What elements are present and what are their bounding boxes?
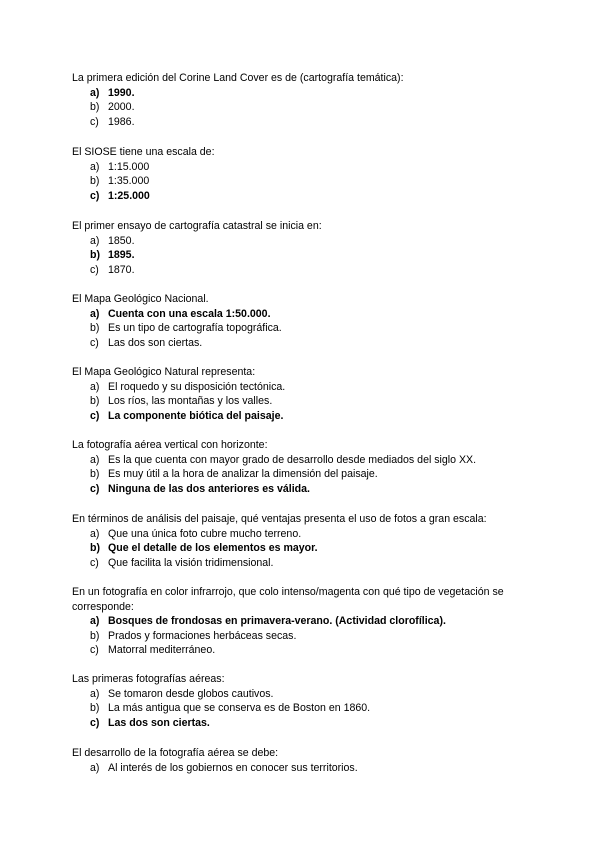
option-text: 1895. <box>108 249 135 262</box>
option-letter: a) <box>90 687 100 700</box>
answer-option <box>72 467 542 482</box>
answer-option <box>72 86 542 101</box>
question-text: La primera edición del Corine Land Cover es de (cartografía temática): <box>72 72 404 84</box>
answer-options <box>72 453 542 497</box>
option-letter: b) <box>90 702 100 715</box>
answer-options <box>72 160 542 204</box>
answer-options <box>72 687 542 731</box>
answer-option <box>72 234 542 249</box>
option-text: 1:35.000 <box>108 175 150 188</box>
option-letter: a) <box>90 234 100 247</box>
option-text: 1990. <box>108 86 135 99</box>
answer-option <box>72 100 542 115</box>
option-text: Que el detalle de los elementos es mayor. <box>108 542 318 555</box>
answer-option <box>72 336 542 351</box>
question-text: Las primeras fotografías aéreas: <box>72 673 225 685</box>
answer-option <box>72 394 542 409</box>
answer-option <box>72 189 542 204</box>
option-text: Cuenta con una escala 1:50.000. <box>108 307 271 320</box>
option-text: Es muy útil a la hora de analizar la dimensión del paisaje. <box>108 468 378 481</box>
option-letter: c) <box>90 189 100 202</box>
option-text: Los ríos, las montañas y los valles. <box>108 395 273 408</box>
answer-options <box>72 234 542 278</box>
answer-option <box>72 380 542 395</box>
option-letter: b) <box>90 175 100 188</box>
question-3 <box>72 219 542 277</box>
option-letter: b) <box>90 542 100 555</box>
option-text: Matorral mediterráneo. <box>108 644 216 657</box>
answer-option <box>72 174 542 189</box>
option-text: Que facilita la visión tridimensional. <box>108 556 274 569</box>
question-1 <box>72 71 542 129</box>
answer-option <box>72 409 542 424</box>
question-text: En términos de análisis del paisaje, qué ventajas presenta el uso de fotos a gran escala: <box>72 513 487 525</box>
answer-option <box>72 701 542 716</box>
option-text: Las dos son ciertas. <box>108 716 210 729</box>
option-letter: c) <box>90 556 99 569</box>
question-4 <box>72 292 542 350</box>
answer-option <box>72 160 542 175</box>
option-text: 1870. <box>108 263 135 276</box>
option-text: Se tomaron desde globos cautivos. <box>108 687 274 700</box>
question-text: El SIOSE tiene una escala de: <box>72 146 215 158</box>
question-9 <box>72 672 542 730</box>
answer-option <box>72 541 542 556</box>
option-letter: b) <box>90 468 100 481</box>
answer-option <box>72 614 542 629</box>
answer-options <box>72 307 542 351</box>
option-text: 1850. <box>108 234 135 247</box>
question-text: El primer ensayo de cartografía catastral se inicia en: <box>72 220 322 232</box>
question-2 <box>72 145 542 203</box>
question-8 <box>72 585 542 658</box>
answer-options <box>72 380 542 424</box>
option-letter: a) <box>90 160 100 173</box>
option-letter: c) <box>90 644 99 657</box>
answer-options <box>72 527 542 571</box>
option-letter: a) <box>90 453 100 466</box>
answer-option <box>72 527 542 542</box>
option-letter: c) <box>90 482 100 495</box>
answer-option <box>72 556 542 571</box>
answer-options <box>72 86 542 130</box>
question-text: En un fotografía en color infrarrojo, que colo intenso/magenta con qué tipo de vegetación se corresponde: <box>72 586 504 613</box>
option-letter: b) <box>90 322 100 335</box>
option-text: 2000. <box>108 101 135 114</box>
answer-options <box>72 761 542 776</box>
option-text: La componente biótica del paisaje. <box>108 409 284 422</box>
option-text: 1986. <box>108 115 135 128</box>
option-text: La más antigua que se conserva es de Boston en 1860. <box>108 702 371 715</box>
answer-option <box>72 248 542 263</box>
answer-option <box>72 307 542 322</box>
answer-options <box>72 614 542 658</box>
option-text: 1:25.000 <box>108 189 150 202</box>
option-letter: a) <box>90 86 100 99</box>
option-text: Bosques de frondosas en primavera-verano. (Actividad clorofílica). <box>108 615 446 628</box>
option-text: Al interés de los gobiernos en conocer sus territorios. <box>108 761 358 774</box>
option-letter: c) <box>90 409 100 422</box>
question-6 <box>72 438 542 496</box>
option-letter: b) <box>90 249 100 262</box>
answer-option <box>72 263 542 278</box>
question-text: El desarrollo de la fotografía aérea se debe: <box>72 747 279 759</box>
question-5 <box>72 365 542 423</box>
option-letter: a) <box>90 615 100 628</box>
answer-option <box>72 453 542 468</box>
answer-option <box>72 716 542 731</box>
answer-option <box>72 629 542 644</box>
option-text: Ninguna de las dos anteriores es válida. <box>108 482 310 495</box>
option-text: Es la que cuenta con mayor grado de desarrollo desde mediados del siglo XX. <box>108 453 477 466</box>
question-7 <box>72 512 542 570</box>
option-letter: b) <box>90 101 100 114</box>
option-letter: b) <box>90 629 100 642</box>
answer-option <box>72 687 542 702</box>
option-text: Prados y formaciones herbáceas secas. <box>108 629 297 642</box>
answer-option <box>72 115 542 130</box>
question-10 <box>72 746 542 775</box>
answer-option <box>72 482 542 497</box>
option-letter: c) <box>90 716 100 729</box>
option-letter: a) <box>90 761 100 774</box>
option-letter: b) <box>90 395 100 408</box>
option-text: Que una única foto cubre mucho terreno. <box>108 527 302 540</box>
option-letter: c) <box>90 263 99 276</box>
option-text: Es un tipo de cartografía topográfica. <box>108 322 282 335</box>
option-letter: a) <box>90 380 100 393</box>
option-text: El roquedo y su disposición tectónica. <box>108 380 286 393</box>
option-letter: c) <box>90 336 99 349</box>
option-text: Las dos son ciertas. <box>108 336 203 349</box>
option-letter: a) <box>90 307 100 320</box>
option-text: 1:15.000 <box>108 160 150 173</box>
question-text: El Mapa Geológico Nacional. <box>72 293 209 305</box>
option-letter: c) <box>90 115 99 128</box>
answer-option <box>72 761 542 776</box>
question-text: La fotografía aérea vertical con horizonte: <box>72 439 268 451</box>
option-letter: a) <box>90 527 100 540</box>
answer-option <box>72 321 542 336</box>
answer-option <box>72 643 542 658</box>
question-text: El Mapa Geológico Natural representa: <box>72 366 256 378</box>
